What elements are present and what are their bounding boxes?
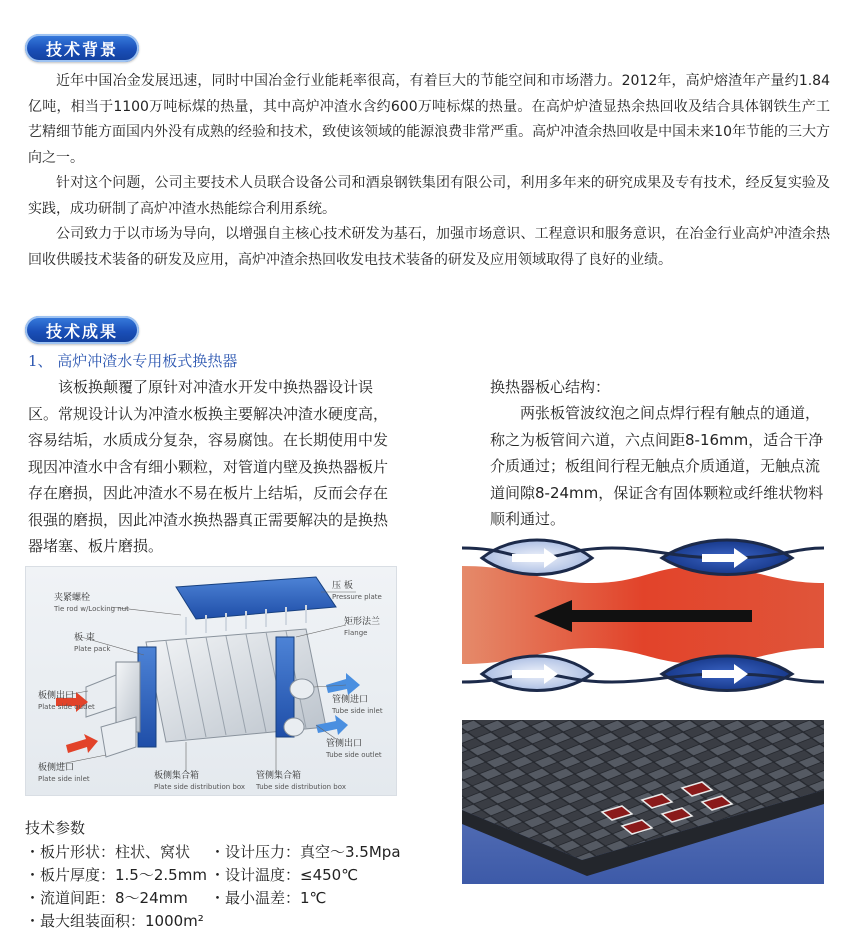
label-tube-outlet: 管侧出口 Tube side outlet (326, 739, 382, 759)
spec-item: ・板片厚度：1.5～2.5mm (25, 866, 207, 884)
label-plate-outlet: 板侧出口 Plate side outlet (38, 691, 95, 711)
spec-item: ・设计压力：真空～3.5Mpa (210, 843, 401, 861)
label-tube-box: 管侧集合箱 Tube side distribution box (256, 771, 346, 791)
label-pressure-plate: 压 板 Pressure plate (332, 581, 382, 601)
left-column-text: 该板换颠覆了原针对冲渣水开发中换热器设计误区。常规设计认为冲渣水板换主要解决冲渣水硬度高，容易结垢，水质成分复杂，容易腐蚀。在长期使用中发现因冲渣水中含有细小颗粒，对管道内壁及换热器板片存在磨损，因此冲渣水不易在板片上结垢，反而会存在很强的磨损，因此冲渣水换热器真正需要解决的是换热器堵塞、板片磨损。 (28, 378, 389, 555)
right-column-text: 两张板管波纹泡之间点焊行程有触点的通道，称之为板管间六道，六点间距8-16mm，适合干净介质通过；板组间行程无触点介质通道，无触点流道间隙8-24mm，保证含有固体颗粒或纤维状物料顺利通过。 (490, 404, 824, 528)
flow-channel-diagram (462, 528, 824, 702)
section-title-results: 技术成果 (45, 321, 118, 341)
section-badge-background (25, 34, 139, 62)
product-subheading: 1、 高炉冲渣水专用板式换热器 (28, 352, 238, 370)
background-paragraph-1: 近年中国冶金发展迅速，同时中国冶金行业能耗率很高，有着巨大的节能空间和市场潜力。2012年，高炉熔渣年产量约1.84亿吨，相当于1100万吨标煤的热量，其中高炉冲渣水含约600万吨标煤的热量。在高炉炉渣显热余热回收及结合具体钢铁生产工艺精细节能方面国内外没有成熟的经验和技术，致使该领域的能源浪费非常严重。高炉冲渣余热回收是中国未来10年节能的三大方向之一。 (28, 73, 830, 166)
spec-item: ・最小温差：1℃ (210, 889, 327, 907)
label-tube-inlet: 管侧进口 Tube side inlet (332, 695, 383, 715)
label-plate-box: 板侧集合箱 Plate side distribution box (154, 771, 246, 791)
section-title-background: 技术背景 (45, 39, 118, 59)
spec-item: ・流道间距：8～24mm (25, 889, 188, 907)
heat-exchanger-diagram (25, 566, 397, 796)
label-flange: 矩形法兰 Flange (344, 617, 381, 637)
label-tie-rod: 夹紧螺栓 Tie rod w/Locking nut (54, 593, 129, 613)
specs-title: 技术参数 (25, 819, 86, 837)
label-plate-inlet: 板侧进口 Plate side inlet (38, 763, 90, 783)
spec-item: ・板片形状：柱状、窝状 (25, 843, 191, 861)
background-paragraph-2: 针对这个问题，公司主要技术人员联合设备公司和酒泉钢铁集团有限公司，利用多年来的研究成果及专有技术，经反复实验及实践，成功研制了高炉冲渣水热能综合利用系统。 (28, 175, 830, 217)
right-column-title: 换热器板心结构： (490, 378, 611, 396)
spec-item: ・设计温度：≤450℃ (210, 866, 359, 884)
background-paragraph-3: 公司致力于以市场为导向，以增强自主核心技术研发为基石，加强市场意识、工程意识和服务意识，在冶金行业高炉冲渣余热回收供暖技术装备的研发及应用，高炉冲渣余热回收发电技术装备的研发及应用领域取得了良好的业绩。 (28, 226, 830, 268)
spec-item: ・最大组装面积：1000m² (25, 912, 204, 930)
label-plate-pack: 板 束 Plate pack (74, 633, 111, 653)
section-badge-results (25, 316, 139, 344)
plate-stack-diagram (462, 720, 824, 884)
